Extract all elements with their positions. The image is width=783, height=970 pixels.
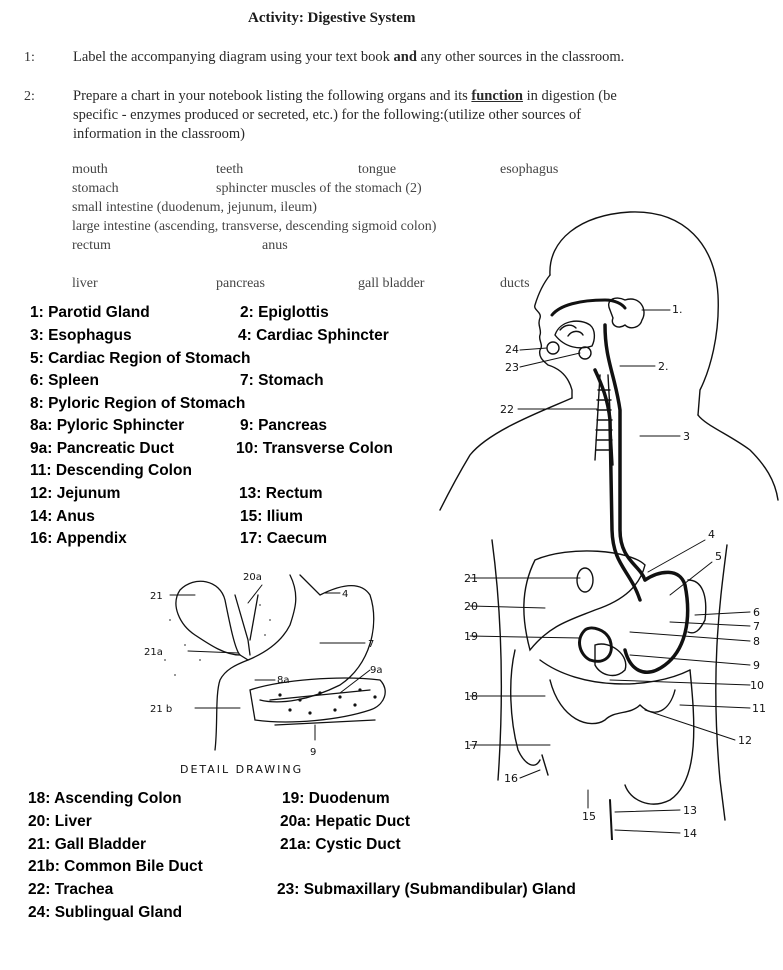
organ-large-intestine: large intestine (ascending, transverse, descending sigmoid colon) bbox=[72, 219, 437, 234]
detail-label-8a: 8a bbox=[277, 675, 290, 686]
sublingual-gland bbox=[547, 342, 559, 354]
instruction-1-bold: and bbox=[393, 49, 417, 65]
detail-caption: DETAIL DRAWING bbox=[180, 763, 304, 776]
diagram-label-11: 11 bbox=[752, 702, 766, 715]
label-21b: 21b: Common Bile Duct bbox=[28, 858, 203, 875]
label-4: 4: Cardiac Sphincter bbox=[238, 327, 389, 344]
organ-sphincter: sphincter muscles of the stomach (2) bbox=[216, 181, 422, 196]
diagram-label-18: 18 bbox=[464, 690, 478, 703]
head-outline bbox=[550, 212, 718, 415]
detail-labels bbox=[144, 572, 383, 758]
detail-label-21b: 21 b bbox=[150, 704, 173, 715]
instruction-1-text bbox=[73, 48, 624, 67]
detail-hepatic-duct bbox=[235, 595, 258, 655]
label-7: 7: Stomach bbox=[240, 372, 324, 389]
instruction-2-line-1-after: in digestion (be bbox=[522, 88, 617, 104]
label-20: 20: Liver bbox=[28, 813, 92, 830]
instruction-1-text-after: any other sources in the classroom. bbox=[416, 49, 625, 65]
detail-label-4: 4 bbox=[342, 589, 349, 600]
label-8: 8: Pyloric Region of Stomach bbox=[30, 395, 246, 412]
label-2: 2: Epiglottis bbox=[240, 304, 329, 321]
liver bbox=[524, 551, 645, 650]
label-5: 5: Cardiac Region of Stomach bbox=[30, 350, 251, 367]
organ-anus: anus bbox=[262, 238, 288, 253]
organ-tongue: tongue bbox=[358, 162, 397, 177]
diagram-label-14: 14 bbox=[683, 827, 697, 840]
organ-liver: liver bbox=[72, 276, 98, 291]
label-21: 21: Gall Bladder bbox=[28, 836, 147, 853]
instruction-2-line-1-before: Prepare a chart in your notebook listing the following organs and its bbox=[73, 88, 472, 104]
label-21a: 21a: Cystic Duct bbox=[280, 836, 401, 853]
organ-gall-bladder: gall bladder bbox=[358, 276, 425, 291]
right-torso-line bbox=[716, 545, 727, 820]
page-title: Activity: Digestive System bbox=[248, 10, 416, 26]
label-20a: 20a: Hepatic Duct bbox=[280, 813, 411, 830]
spleen bbox=[688, 580, 706, 633]
diagram-label-1: 1. bbox=[672, 303, 683, 316]
organ-teeth: teeth bbox=[216, 162, 244, 177]
organ-pancreas: pancreas bbox=[216, 276, 265, 291]
ascending-colon bbox=[511, 650, 540, 765]
label-14: 14: Anus bbox=[30, 508, 95, 525]
label-15: 15: Ilium bbox=[240, 508, 303, 525]
tongue bbox=[555, 321, 594, 348]
right-shoulder bbox=[698, 415, 778, 500]
leader-lines bbox=[470, 310, 750, 833]
detail-common-bile-duct bbox=[215, 655, 248, 750]
label-18: 18: Ascending Colon bbox=[28, 790, 182, 807]
small-intestine bbox=[550, 680, 675, 724]
label-10: 10: Transverse Colon bbox=[236, 440, 393, 457]
organ-esophagus: esophagus bbox=[500, 162, 559, 177]
organ-stomach: stomach bbox=[72, 181, 119, 196]
gall-bladder bbox=[577, 568, 593, 592]
detail-gall-bladder bbox=[176, 581, 240, 655]
diagram-label-21: 21 bbox=[464, 572, 478, 585]
left-torso-line bbox=[492, 540, 501, 780]
label-16: 16: Appendix bbox=[30, 530, 127, 547]
detail-label-21: 21 bbox=[150, 591, 163, 602]
instruction-2-number: 2: bbox=[24, 89, 35, 104]
diagram-label-6: 6 bbox=[753, 606, 760, 619]
diagram-label-9: 9 bbox=[753, 659, 760, 672]
label-9: 9: Pancreas bbox=[240, 417, 328, 434]
detail-label-9a: 9a bbox=[370, 665, 383, 676]
label-1: 1: Parotid Gland bbox=[30, 304, 150, 321]
instruction-1-number: 1: bbox=[24, 50, 35, 65]
rectum bbox=[610, 800, 612, 840]
diagram-label-4: 4 bbox=[708, 528, 715, 541]
detail-esophagus-left bbox=[248, 575, 296, 660]
diagram-label-12: 12 bbox=[738, 734, 752, 747]
label-12: 12: Jejunum bbox=[30, 485, 121, 502]
diagram-label-22: 22 bbox=[500, 403, 514, 416]
detail-label-21a: 21a bbox=[144, 647, 163, 658]
diagram-label-5: 5 bbox=[715, 550, 722, 563]
tongue-folds bbox=[560, 325, 583, 336]
instruction-2-line-3: information in the classroom) bbox=[73, 126, 245, 142]
detail-drawing bbox=[140, 565, 430, 780]
diagram-label-7: 7 bbox=[753, 620, 760, 633]
detail-label-7: 7 bbox=[368, 639, 375, 650]
submaxillary-gland bbox=[579, 347, 591, 359]
label-3: 3: Esophagus bbox=[30, 327, 132, 344]
function-underlined: function bbox=[471, 88, 523, 104]
label-17: 17: Caecum bbox=[240, 530, 328, 547]
diagram-label-10: 10 bbox=[750, 679, 764, 692]
diagram-label-15: 15 bbox=[582, 810, 596, 823]
diagram-label-20: 20 bbox=[464, 600, 478, 613]
label-11: 11: Descending Colon bbox=[30, 462, 192, 479]
organ-small-intestine: small intestine (duodenum, jejunum, ileum) bbox=[72, 200, 317, 215]
organ-ducts: ducts bbox=[500, 276, 530, 291]
diagram-label-17: 17 bbox=[464, 739, 478, 752]
organ-mouth: mouth bbox=[72, 162, 108, 177]
label-9a: 9a: Pancreatic Duct bbox=[30, 440, 174, 457]
instruction-2-line-2: specific - enzymes produced or secreted, etc.) for the following:(utilize other sources of bbox=[73, 107, 582, 123]
diagram-label-24: 24 bbox=[505, 343, 519, 356]
organ-rectum: rectum bbox=[72, 238, 111, 253]
label-23: 23: Submaxillary (Submandibular) Gland bbox=[277, 881, 576, 898]
label-6: 6: Spleen bbox=[30, 372, 99, 389]
digestive-system-diagram bbox=[430, 200, 783, 840]
detail-label-9: 9 bbox=[310, 747, 317, 758]
detail-label-20a: 20a bbox=[243, 572, 262, 583]
diagram-label-23: 23 bbox=[505, 361, 519, 374]
diagram-label-19: 19 bbox=[464, 630, 478, 643]
instruction-1-text-before: Label the accompanying diagram using your text book bbox=[73, 49, 394, 65]
label-22: 22: Trachea bbox=[28, 881, 114, 898]
palate bbox=[552, 300, 625, 315]
label-19: 19: Duodenum bbox=[282, 790, 390, 807]
face-profile bbox=[535, 275, 572, 398]
instruction-2-line-1 bbox=[73, 87, 617, 106]
detail-pancreas-dots bbox=[278, 688, 376, 714]
descending-colon bbox=[625, 670, 694, 804]
label-24: 24: Sublingual Gland bbox=[28, 904, 183, 921]
diagram-label-8: 8 bbox=[753, 635, 760, 648]
instruction-2-text bbox=[73, 87, 617, 144]
label-13: 13: Rectum bbox=[239, 485, 323, 502]
diagram-label-16: 16 bbox=[504, 772, 518, 785]
diagram-label-13: 13 bbox=[683, 804, 697, 817]
label-8a: 8a: Pyloric Sphincter bbox=[30, 417, 185, 434]
diagram-label-3: 3 bbox=[683, 430, 690, 443]
diagram-label-2: 2. bbox=[658, 360, 669, 373]
appendix bbox=[542, 755, 548, 775]
